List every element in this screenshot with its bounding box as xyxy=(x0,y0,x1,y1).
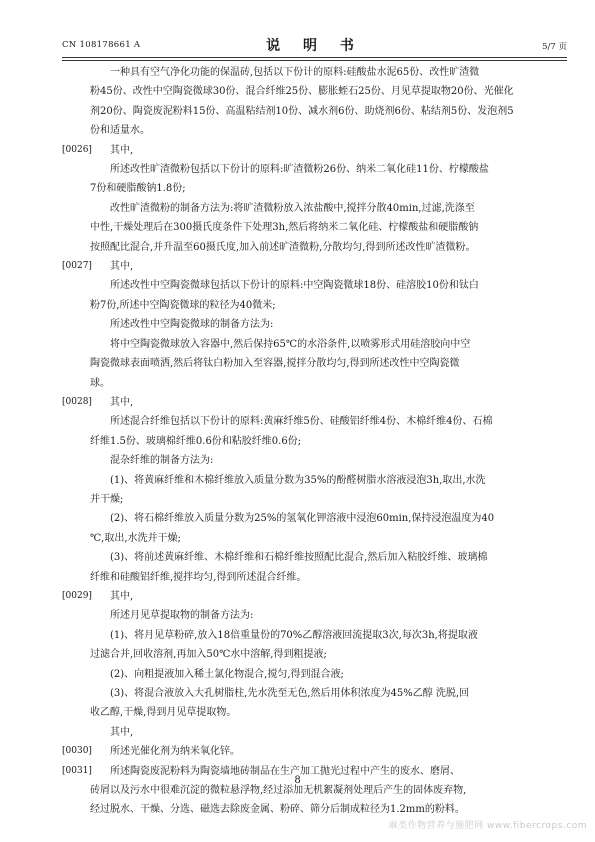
paragraph-number: [0026] xyxy=(62,144,92,155)
text-line xyxy=(90,179,560,198)
header-rule-top xyxy=(62,57,567,58)
text-line xyxy=(90,645,560,664)
paragraph-number: [0027] xyxy=(62,261,92,272)
text-line xyxy=(90,374,560,393)
page-header xyxy=(62,34,567,56)
text-line xyxy=(90,315,560,334)
text-line xyxy=(90,199,560,218)
line-text: 混杂纤维的制备方法为: xyxy=(110,455,214,467)
text-line xyxy=(62,141,560,160)
line-text: 所述混合纤维包括以下份计的原料:黄麻纤维5份、硅酸铝纤维4份、木棉纤维4份、石棉 xyxy=(110,416,493,428)
line-text: 一种具有空气净化功能的保温砖,包括以下份计的原料:硅酸盐水泥65份、改性旷渣微 xyxy=(110,67,480,78)
line-text: 其中, xyxy=(110,144,134,156)
text-line xyxy=(90,451,560,470)
text-line xyxy=(90,335,560,354)
line-text: 陶瓷微球表面喷洒,然后将钛白粉加入至容器,搅拌分散均匀,得到所述改性中空陶瓷微 xyxy=(90,358,460,370)
text-line xyxy=(90,121,560,140)
line-text: 收乙醇,干燥,得到月见草提取物。 xyxy=(90,707,237,719)
line-text: (3)、将混合液放入大孔树脂柱,先水洗至无色,然后用体积浓度为45%乙醇 洗脱,回 xyxy=(110,688,470,699)
text-line xyxy=(90,529,560,548)
text-line xyxy=(62,587,560,606)
text-line xyxy=(62,393,560,412)
line-text: 剂20份、陶瓷废泥粉料15份、高温粘结剂10份、减水剂6份、助烧剂6份、粘结剂5份、发泡剂5 xyxy=(90,105,514,117)
line-text: (1)、将月见草粉碎,放入18倍重量份的70%乙醇溶液回流提取3次,每次3h,将提取液 xyxy=(110,629,478,641)
line-text: 粉7份,所述中空陶瓷微球的粒径为40微米; xyxy=(90,299,276,311)
line-text: 并干燥; xyxy=(90,493,124,505)
line-text: 所述月见草提取物的制备方法为: xyxy=(110,610,254,622)
text-line xyxy=(90,412,560,431)
text-line xyxy=(90,471,560,490)
document-number: CN 108178661 A xyxy=(62,40,141,50)
line-text: 7份和硬脂酸钠1.8份; xyxy=(90,183,186,195)
document-body xyxy=(62,63,560,820)
line-text: 其中, xyxy=(110,261,134,273)
page-indicator: 5/7 页 xyxy=(542,42,567,52)
line-text: ℃,取出,水洗并干燥; xyxy=(90,532,181,544)
text-line xyxy=(90,102,560,121)
line-text: (3)、将前述黄麻纤维、木棉纤维和石棉纤维按照配比混合,然后加入粘胶纤维、玻璃棉 xyxy=(110,552,488,564)
text-line xyxy=(90,490,560,509)
paragraph-number: [0031] xyxy=(62,765,92,776)
text-line xyxy=(90,723,560,742)
line-text: 改性旷渣微粉的制备方法为:将旷渣微粉放入浓盐酸中,搅拌分散40min,过滤,洗涤至 xyxy=(110,202,475,214)
text-line xyxy=(90,276,560,295)
line-text: 其中, xyxy=(110,396,134,408)
line-text: 所述陶瓷废泥粉料为陶瓷墙地砖制品在生产加工抛光过程中产生的废水、磨屑、 xyxy=(110,765,460,777)
text-line xyxy=(90,606,560,625)
text-line xyxy=(90,63,560,82)
line-text: (1)、将黄麻纤维和木棉纤维放入质量分数为35%的酚醛树脂水溶液浸泡3h,取出,水洗 xyxy=(110,474,486,486)
line-text: 所述光催化剂为纳米氧化锌。 xyxy=(110,746,240,758)
line-text: 粉45份、改性中空陶瓷微球30份、混合纤维25份、膨胀蛭石25份、月见草提取物20份、光催化 xyxy=(90,86,514,98)
line-text: 砖屑以及污水中很难沉淀的微粒悬浮物,经过添加无机絮凝剂处理后产生的固体废弃物, xyxy=(90,785,467,797)
text-line xyxy=(90,703,560,722)
paragraph-number: [0030] xyxy=(62,746,92,757)
text-line xyxy=(90,665,560,684)
text-line xyxy=(90,548,560,567)
line-text: 球。 xyxy=(90,377,110,389)
text-line xyxy=(90,432,560,451)
text-line xyxy=(90,218,560,237)
text-line xyxy=(62,257,560,276)
line-text: 纤维和硅酸铝纤维,搅拌均匀,得到所述混合纤维。 xyxy=(90,571,307,583)
text-line xyxy=(90,568,560,587)
line-text: 过滤合并,回收溶剂,再加入50℃水中溶解,得到粗提液; xyxy=(90,649,327,661)
text-line xyxy=(90,354,560,373)
text-line xyxy=(90,160,560,179)
line-text: 所述改性中空陶瓷微球包括以下份计的原料:中空陶瓷微球18份、硅溶胶10份和钛白 xyxy=(110,280,479,292)
line-text: 中性,干燥处理后在300摄氏度条件下处理3h,然后将纳米二氧化硅、柠檬酸盐和硬脂酸钠 xyxy=(90,222,479,234)
header-rule-bottom xyxy=(62,60,567,61)
line-text: 纤维1.5份、玻璃棉纤维0.6份和粘胶纤维0.6份; xyxy=(90,435,302,447)
line-text: 份和适量水。 xyxy=(90,125,150,137)
document-title: 说 明 书 xyxy=(266,38,363,54)
line-text: 经过脱水、干燥、分选、磁选去除废金属、粉碎、筛分后制成粒径为1.2mm的粉料。 xyxy=(90,804,465,816)
text-line xyxy=(90,82,560,101)
watermark-text: 麻类作物营养与施肥网 www.fibercrops.com xyxy=(388,821,587,831)
line-text: 所述改性中空陶瓷微球的制备方法为: xyxy=(110,319,274,331)
line-text: (2)、向粗提液加入稀土氯化物混合,搅匀,得到混合液; xyxy=(110,668,344,680)
text-line xyxy=(90,684,560,703)
line-text: 其中, xyxy=(110,726,134,738)
line-text: 其中, xyxy=(110,590,134,602)
page-number: 8 xyxy=(294,775,301,786)
paragraph-number: [0028] xyxy=(62,396,92,407)
paragraph-number: [0029] xyxy=(62,590,92,601)
line-text: 将中空陶瓷微球放入容器中,然后保持65℃的水浴条件,以喷雾形式用硅溶胶向中空 xyxy=(110,338,471,350)
text-line xyxy=(90,296,560,315)
text-line xyxy=(90,509,560,528)
line-text: (2)、将石棉纤维放入质量分数为25%的氢氧化钾溶液中浸泡60min,保持浸泡温度为40 xyxy=(110,513,495,525)
text-line xyxy=(90,626,560,645)
line-text: 所述改性旷渣微粉包括以下份计的原料:旷渣微粉26份、纳米二氧化硅11份、柠檬酸盐 xyxy=(110,164,489,176)
text-line xyxy=(90,238,560,257)
line-text: 按照配比混合,并升温至60摄氏度,加入前述旷渣微粉,分散均匀,得到所述改性旷渣微粉。 xyxy=(90,241,476,253)
text-line xyxy=(62,742,560,761)
text-line xyxy=(90,800,560,819)
